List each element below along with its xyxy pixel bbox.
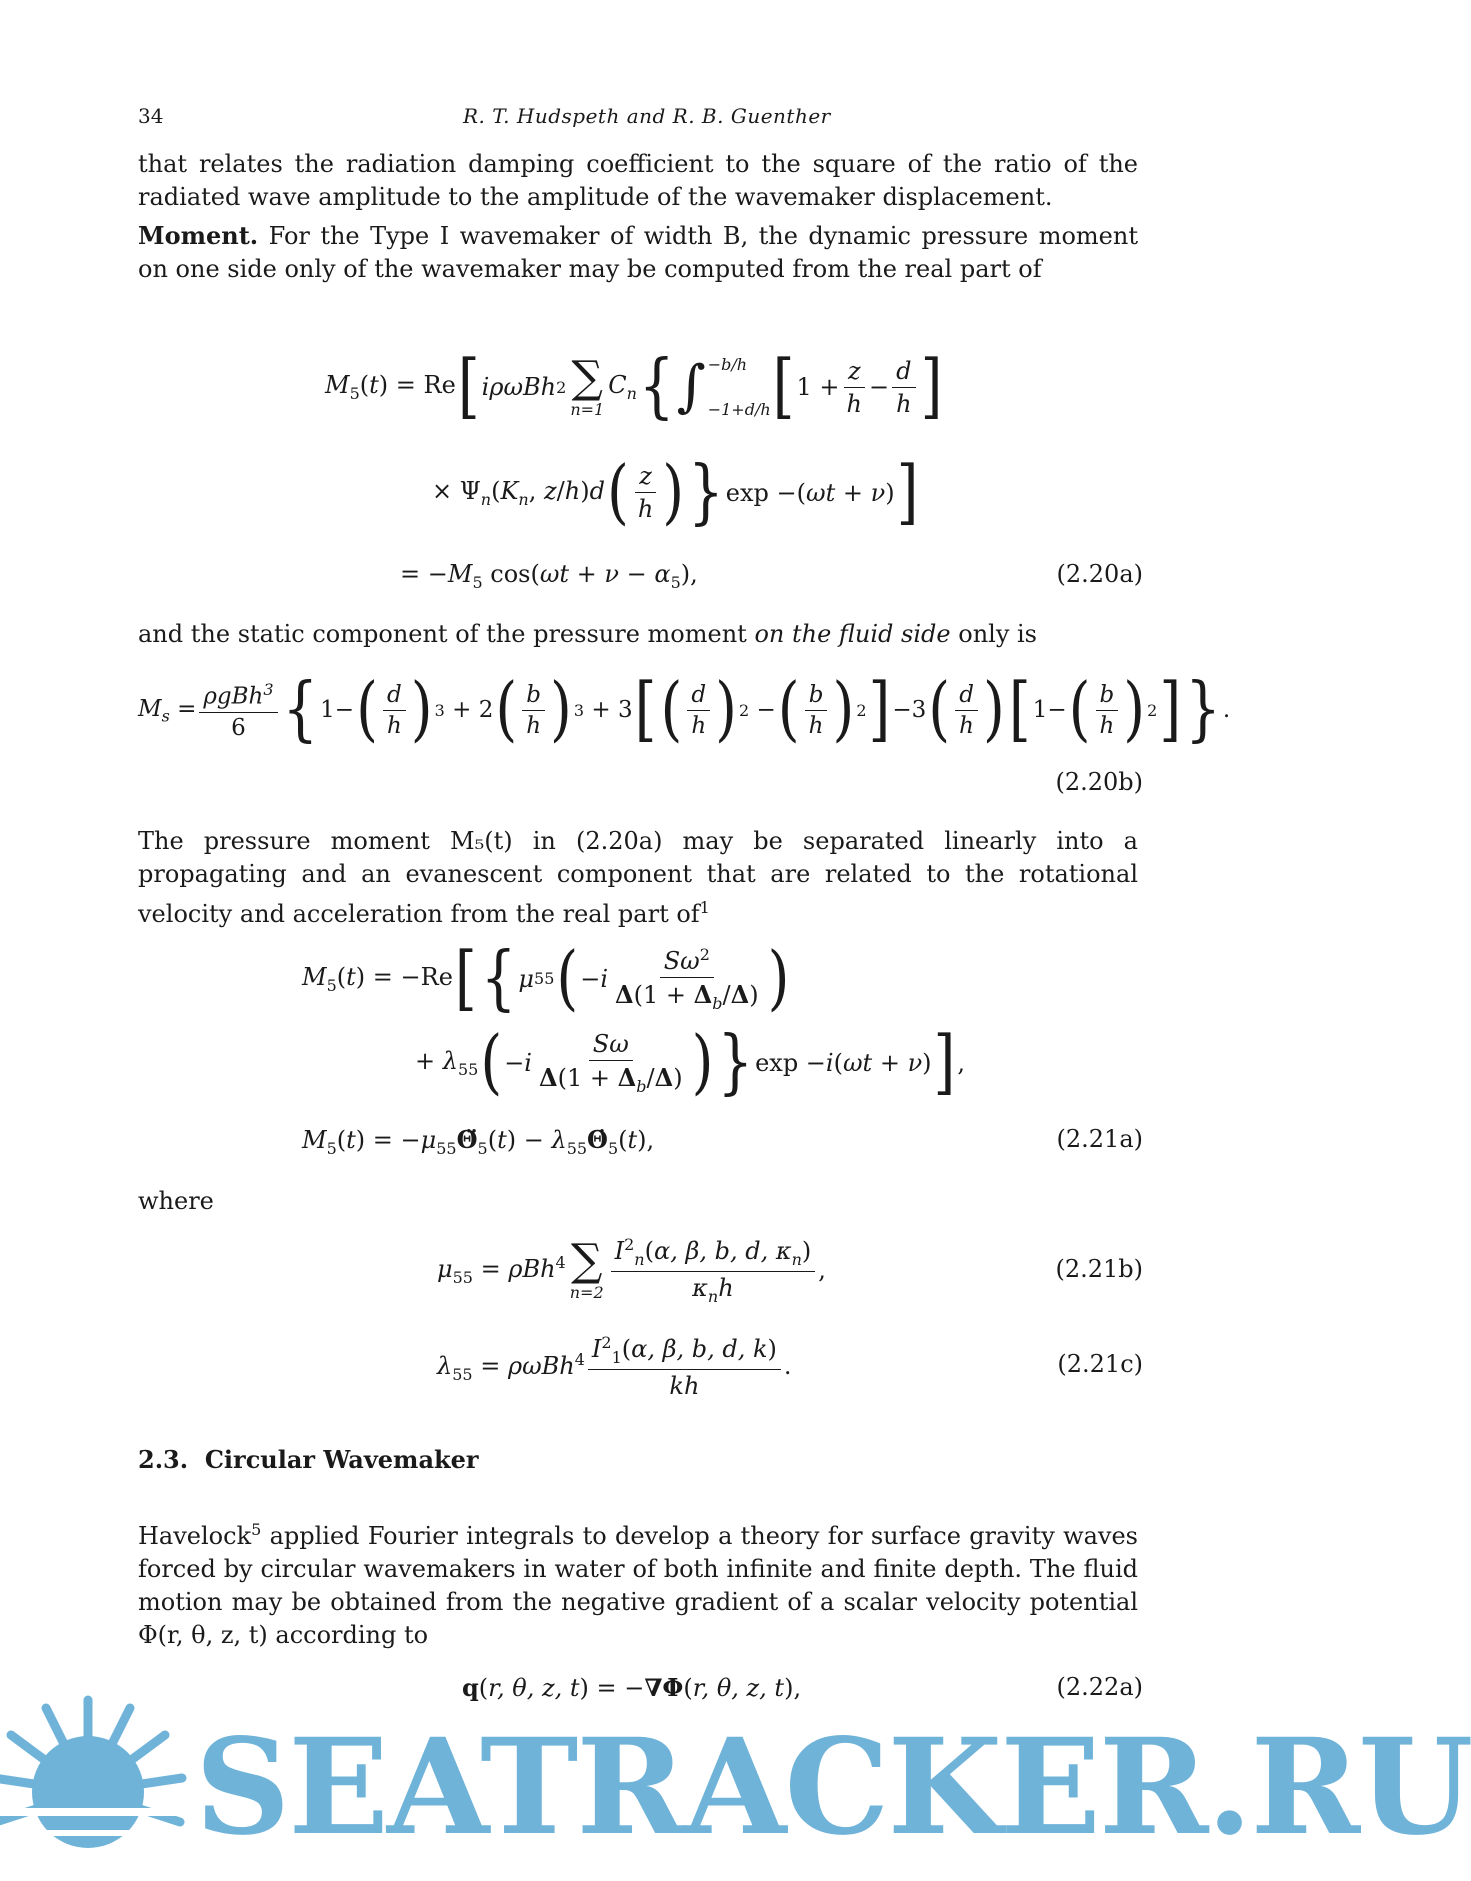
static-text-a: and the static component of the pressure moment: [138, 620, 755, 648]
havelock-name: Havelock: [138, 1522, 252, 1550]
paragraph-where: where: [138, 1187, 214, 1215]
paragraph-static-component: [138, 618, 1138, 651]
section-title: Circular Wavemaker: [204, 1445, 479, 1474]
paragraph-radiation-damping: that relates the radiation damping coefficient to the square of the ratio of the radiated wave amplitude to the amplitude of the wavemaker displacement.: [138, 150, 1138, 211]
equation-2-20a-line3: = $-M_5$ $\cos(\omega t + \nu - \alpha_5)$,: [400, 560, 698, 592]
equation-number-2-22a: (2.22a): [1056, 1673, 1143, 1701]
moment-heading: Moment.: [138, 221, 259, 250]
paragraph-pressure-moment: [138, 825, 1138, 931]
section-heading: [138, 1445, 479, 1474]
equation-number-2-21c: (2.21c): [1057, 1350, 1143, 1378]
equation-number-2-21a: (2.21a): [1056, 1125, 1143, 1153]
equation-number-2-20a: (2.20a): [1056, 560, 1143, 588]
section-number: 2.3.: [138, 1445, 189, 1474]
pressure-moment-text: The pressure moment M₅(t) in (2.20a) may be separated linearly into a propagating and an evanescent component that are related to the rotational velocity and acceleration from the real part of: [138, 827, 1138, 928]
equation-2-21a-line1: $M_5(t) = -Re$ [ { μ 55 ( −i $\frac{S\omega^2}{\Delta(1 + \Delta_b/\Delta)}$ ): [302, 937, 790, 1019]
equation-number-2-21b: (2.21b): [1055, 1255, 1143, 1283]
equation-2-21b: $\mu_{55} = \rho Bh^4$ ∑ n=2 $\frac{I^2_n(\alpha, \beta, b, d, \kappa_n)}{\kappa_nh}$ ,: [437, 1234, 826, 1306]
paragraph-moment: [138, 219, 1138, 286]
static-text-c: only is: [950, 620, 1037, 648]
equation-2-20a-line1: $M_5(t) = Re$ [ iρωBh 2 ∑ n=1 $C_n$ { ∫ −b/h −1+d/h [ 1 + $\frac{z}{h}$ − $\frac{d}{h}$ ]: [325, 345, 943, 427]
equation-2-21a-line2: + $\lambda_{55}$ ( −i $\frac{S\omega}{\Delta(1 + \Delta_b/\Delta)}$ ) } exp −i(ωt + ν) ] ,: [415, 1021, 966, 1103]
footnote-ref-5: 5: [251, 1520, 262, 1539]
footnote-ref-1: 1: [699, 898, 710, 917]
equation-2-21c: $\lambda_{55} = \rho\omega Bh^4$ $\frac{I^2_1(\alpha, \beta, b, d, k)}{kh}$ .: [437, 1333, 792, 1400]
equation-2-22a: q(r, θ, z, t) = −∇Φ(r, θ, z, t),: [462, 1673, 802, 1702]
running-head-authors: R. T. Hudspeth and R. B. Guenther: [463, 104, 831, 128]
page-number: 34: [138, 104, 164, 128]
equation-2-21a-line3: $M_5(t)$ = $-\mu_{55}\Thetä_5(t)$ − $\lambda_{55}\Thetȧ_5(t)$,: [302, 1125, 655, 1158]
equation-2-20b: $M_s$ = $\frac{\rho gBh^3}{6}$ { 1− ( $\frac{d}{h}$ ) 3 + 2 ( $\frac{b}{h}$ ) 3 + 3 [ ( $\frac{d}{h}$ ) 2 − ( $\frac{b}{h}$ ) 2 ] −3 ( $\frac{d}{h}$ ) [ 1− ( $\frac{b}{h}$ ) 2 ] } .: [138, 669, 1231, 751]
equation-2-20a-line2: × $\Psi_n(K_n$, z/h)d ( $\frac{z}{h}$ ) } exp −(ωt + ν) ]: [432, 451, 919, 533]
watermark-text: SEATRACKER.RU: [195, 1710, 1471, 1865]
equation-number-2-20b: (2.20b): [1055, 768, 1143, 796]
havelock-text: applied Fourier integrals to develop a theory for surface gravity waves forced by circular wavemakers in water of both infinite and finite depth. The fluid motion may be obtained from the negative gradient of a scalar velocity potential Φ(r, θ, z, t) according to: [138, 1522, 1138, 1649]
static-text-b: on the fluid side: [754, 620, 951, 648]
moment-body: For the Type I wavemaker of width B, the dynamic pressure moment on one side only of the wavemaker may be computed from the real part of: [138, 222, 1138, 283]
paragraph-havelock: [138, 1513, 1138, 1652]
